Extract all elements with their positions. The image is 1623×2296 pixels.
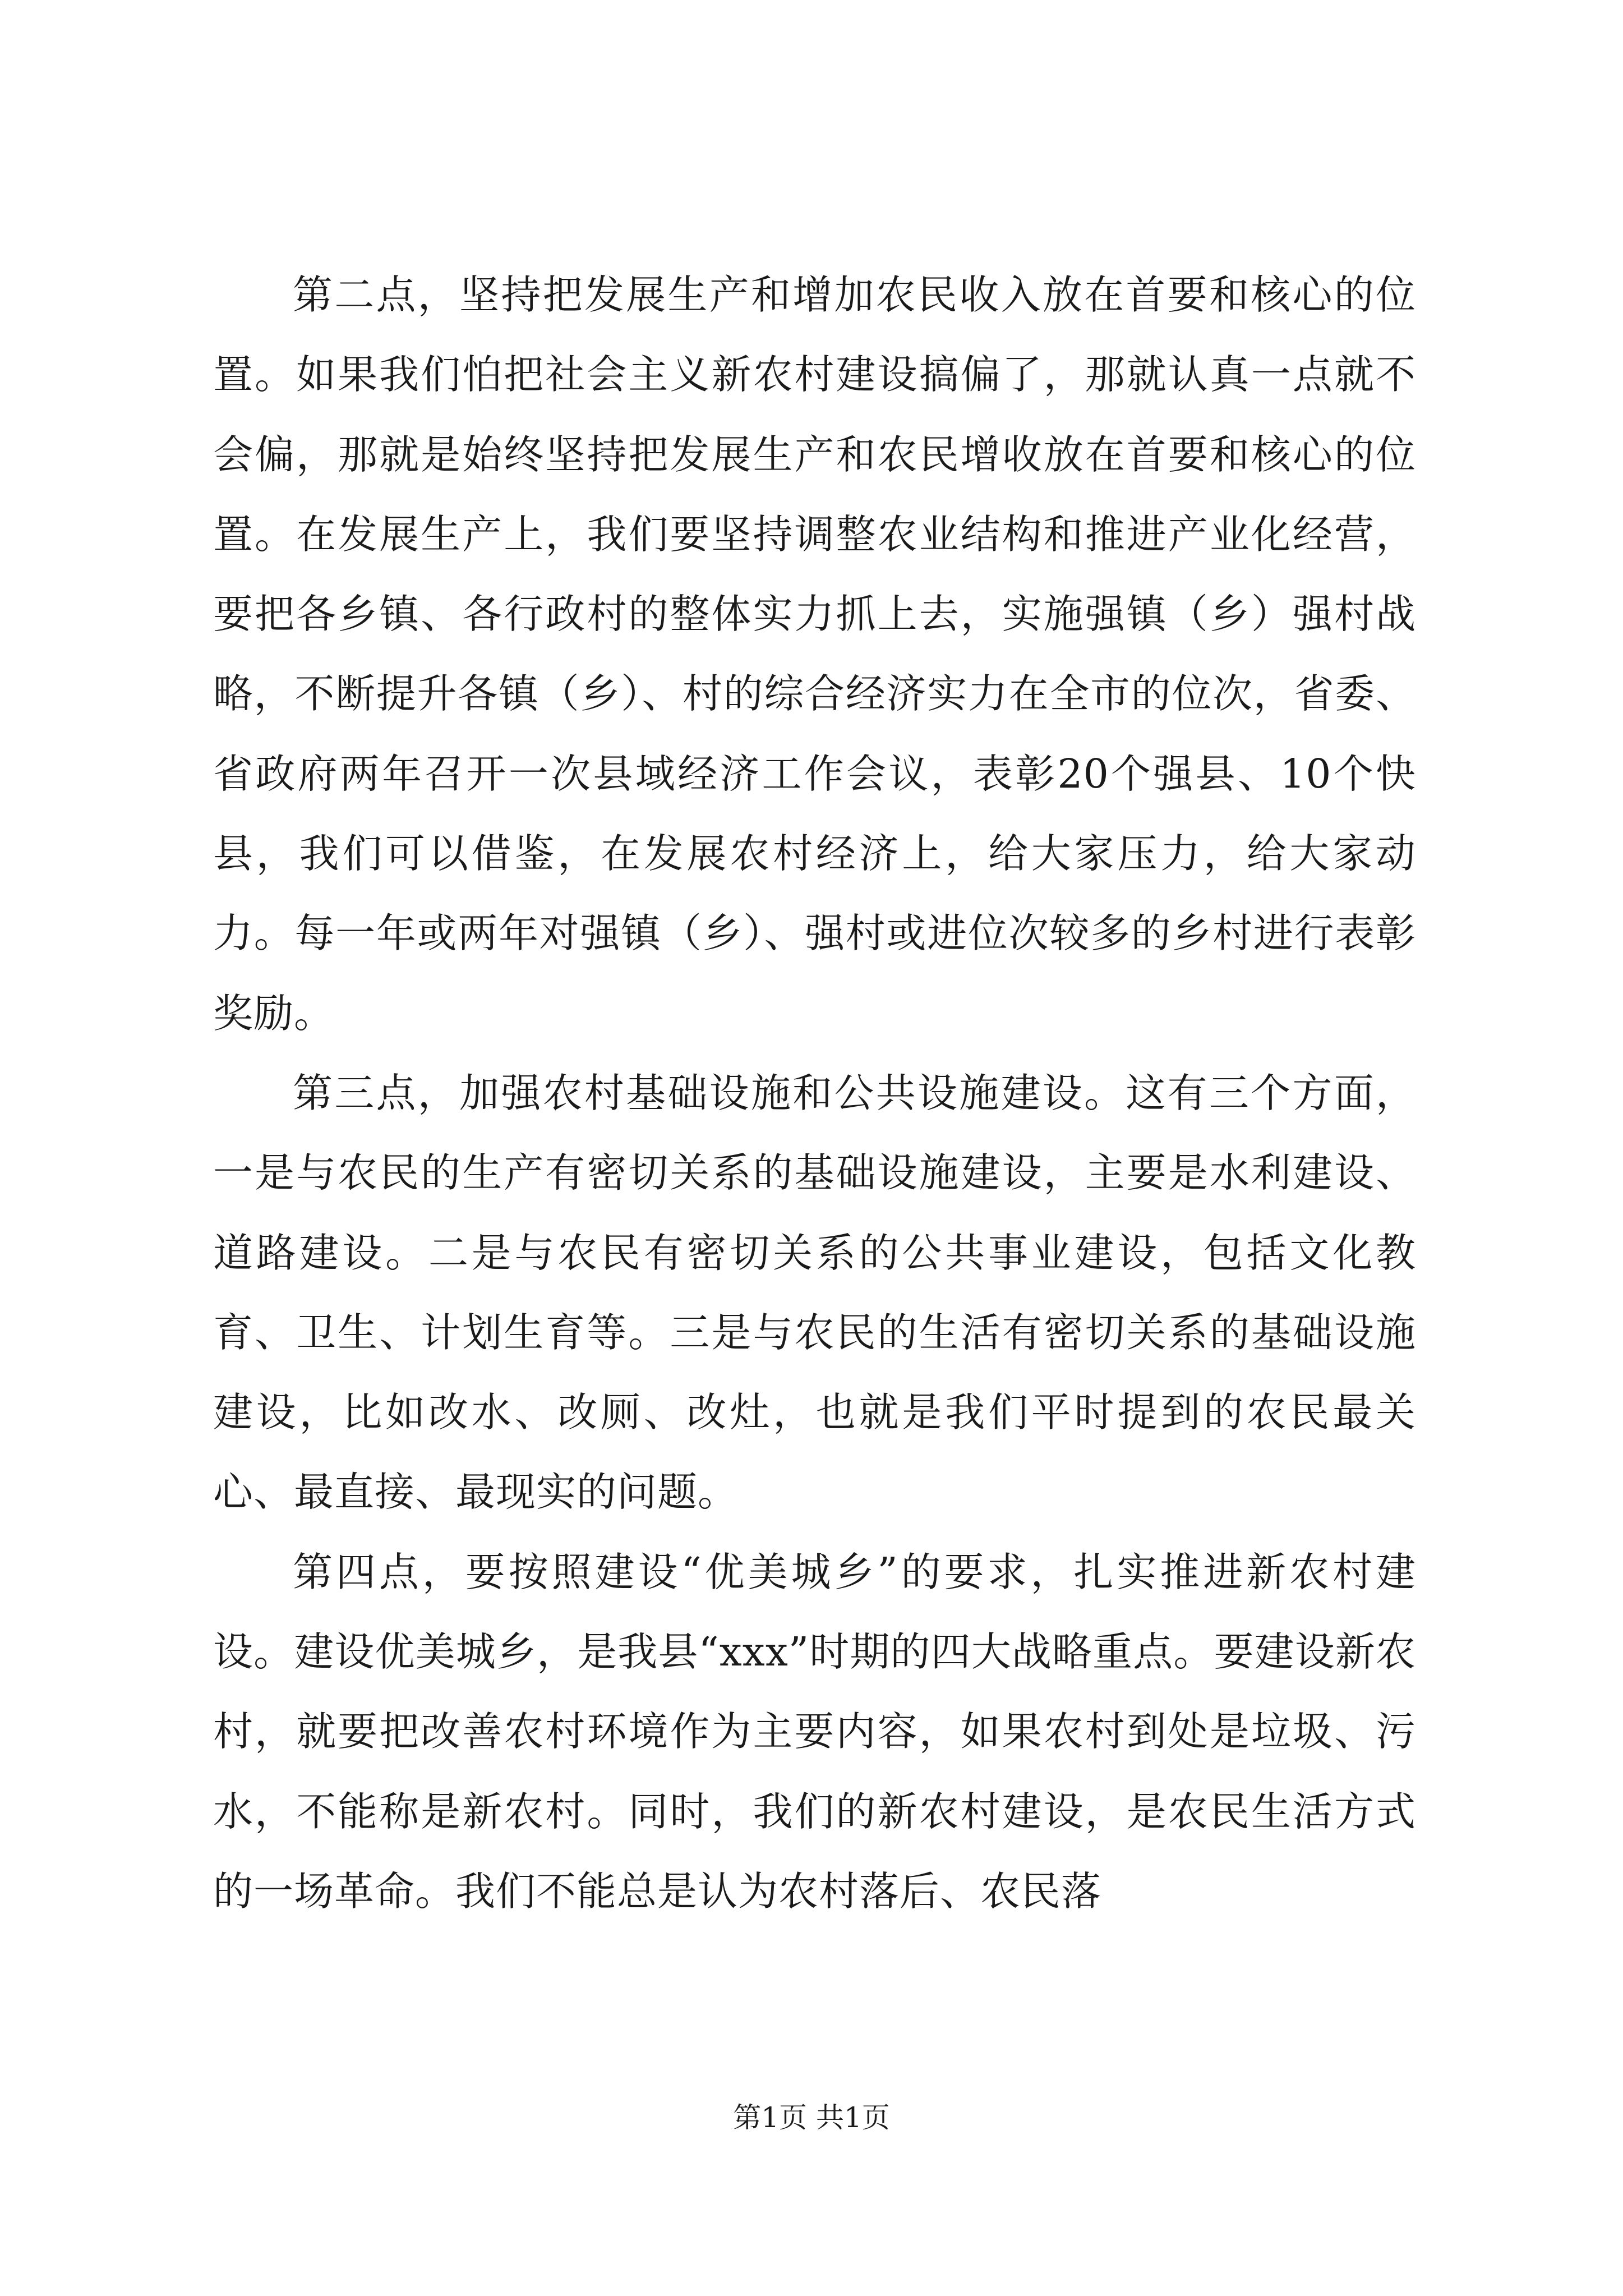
page-footer: 第1页 共1页 xyxy=(733,2101,890,2134)
paragraph-point-two: 第二点，坚持把发展生产和增加农民收入放在首要和核心的位置。如果我们怕把社会主义新农村建设搞偏了，那就认真一点就不会偏，那就是始终坚持把发展生产和农民增收放在首要和核心的位置。在发展生产上，我们要坚持调整农业结构和推进产业化经营，要把各乡镇、各行政村的整体实力抓上去，实施强镇（乡）强村战略，不断提升各镇（乡）、村的综合经济实力在全市的位次，省委、省政府两年召开一次县域经济工作会议，表彰20个强县、10个快县，我们可以借鉴，在发展农村经济上，给大家压力，给大家动力。每一年或两年对强镇（乡）、强村或进位次较多的乡村进行表彰奖励。 xyxy=(213,272,1416,1037)
paragraph-point-three: 第三点，加强农村基础设施和公共设施建设。这有三个方面，一是与农民的生产有密切关系的基础设施建设，主要是水利建设、道路建设。二是与农民有密切关系的公共事业建设，包括文化教育、卫生、计划生育等。三是与农民的生活有密切关系的基础设施建设，比如改水、改厕、改灶，也就是我们平时提到的农民最关心、最直接、最现实的问题。 xyxy=(213,1069,1416,1516)
paragraph-point-four: 第四点，要按照建设“优美城乡”的要求，扎实推进新农村建设。建设优美城乡，是我县“xxx”时期的四大战略重点。要建设新农村，就要把改善农村环境作为主要内容，如果农村到处是垃圾、污水，不能称是新农村。同时，我们的新农村建设，是农民生活方式的一场革命。我们不能总是认为农村落后、农民落 xyxy=(213,1548,1416,1915)
document-body xyxy=(213,255,1416,1931)
